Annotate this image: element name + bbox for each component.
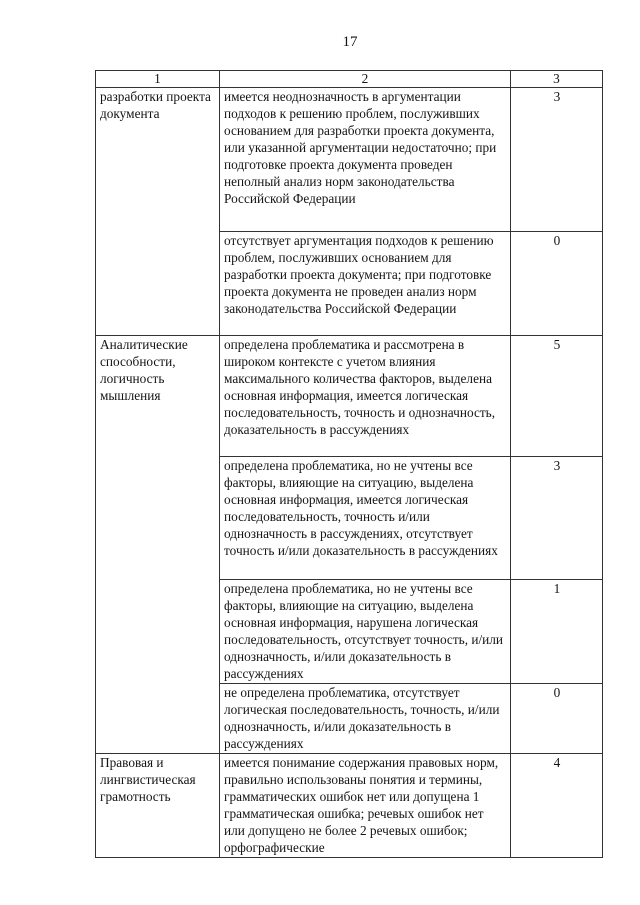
level-description: определена проблематика, но не учтены все факторы, влияющие на ситуацию, выделена основная информация, имеется логическая последовательность, точность и/или однозначность в рассуждениях, отсутствует точность и/или доказательность в рассуждениях	[220, 457, 511, 580]
level-description: определена проблематика, но не учтены все факторы, влияющие на ситуацию, выделена основная информация, нарушена логическая последовательность, отсутствует точность, и/или однозначность, и/или доказательность в рассуждениях	[220, 580, 511, 684]
table-row	[96, 336, 603, 457]
level-description: не определена проблематика, отсутствует логическая последовательность, точность, и/или однозначность, и/или доказательность в рассуждениях	[220, 684, 511, 754]
table-row	[96, 88, 603, 232]
level-description: имеется понимание содержания правовых норм, правильно использованы понятия и термины, грамматических ошибок нет или допущена 1 грамматическая ошибка; речевых ошибок нет или допущено не более 2 речевых ошибок; орфографические	[220, 754, 511, 858]
level-score: 0	[511, 232, 603, 336]
table-row	[96, 754, 603, 858]
criterion-cell: разработки проекта документа	[96, 88, 220, 336]
criterion-cell: Правовая и лингвистическая грамотность	[96, 754, 220, 858]
page-number: 17	[342, 34, 358, 50]
column-header-2: 2	[220, 71, 511, 88]
column-header-1: 1	[96, 71, 220, 88]
column-header-3: 3	[511, 71, 603, 88]
level-score: 1	[511, 580, 603, 684]
evaluation-criteria-table	[95, 70, 603, 858]
level-score: 0	[511, 684, 603, 754]
level-score: 5	[511, 336, 603, 457]
table-header-row	[96, 71, 603, 88]
level-score: 3	[511, 457, 603, 580]
level-score: 4	[511, 754, 603, 858]
level-description: определена проблематика и рассмотрена в широком контексте с учетом влияния максимального количества факторов, выделена основная информация, имеется логическая последовательность, точность и однозначность, доказательность в рассуждениях	[220, 336, 511, 457]
level-score: 3	[511, 88, 603, 232]
level-description: имеется неоднозначность в аргументации подходов к решению проблем, послуживших основанием для разработки проекта документа, или указанной аргументации недостаточно; при подготовке проекта документа проведен неполный анализ норм законодательства Российской Федерации	[220, 88, 511, 232]
level-description: отсутствует аргументация подходов к решению проблем, послуживших основанием для разработки проекта документа; при подготовке проекта документа не проведен анализ норм законодательства Российской Федерации	[220, 232, 511, 336]
criterion-cell: Аналитические способности, логичность мышления	[96, 336, 220, 754]
